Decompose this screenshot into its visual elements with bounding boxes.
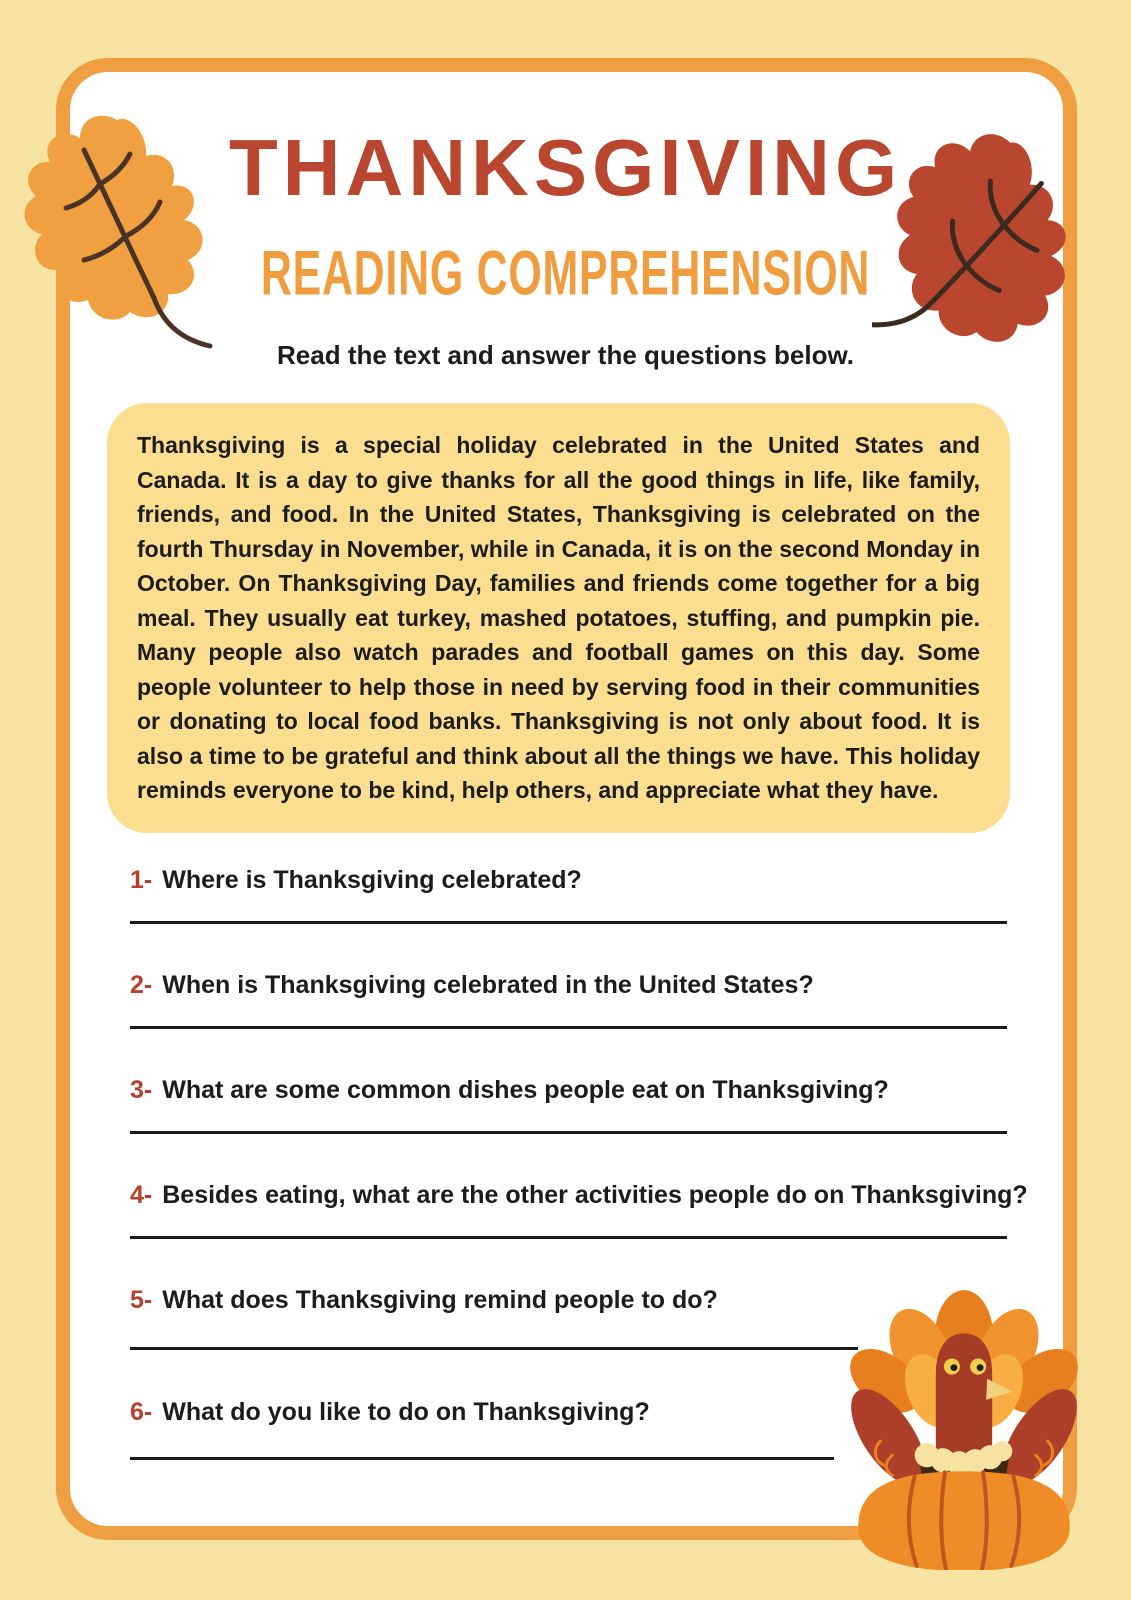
question-1-number: 1- bbox=[130, 866, 153, 894]
question-6-text: 6- What do you like to do on Thanksgiving? bbox=[130, 1398, 650, 1426]
question-2 bbox=[130, 971, 1007, 1076]
answer-line-5[interactable] bbox=[130, 1347, 858, 1350]
question-6-number: 6- bbox=[130, 1398, 153, 1426]
answer-line-4[interactable] bbox=[130, 1236, 1007, 1239]
question-4 bbox=[130, 1181, 1028, 1286]
answer-line-2[interactable] bbox=[130, 1026, 1007, 1029]
answer-line-6[interactable] bbox=[130, 1457, 834, 1460]
reading-passage: Thanksgiving is a special holiday celebrated in the United States and Canada. It is a day to give thanks for all the good things in life, like family, friends, and food. In the United States, Thanksgiving is celebrated on the fourth Thursday in November, while in Canada, it is on the second Monday in October. On Thanksgiving Day, families and friends come together for a big meal. They usually eat turkey, mashed potatoes, stuffing, and pumpkin pie. Many people also watch parades and football games on this day. Some people volunteer to help those in need by serving food in their communities or donating to local food banks. Thanksgiving is not only about food. It is also a time to be grateful and think about all the things we have. This holiday reminds everyone to be kind, help others, and appreciate what they have. bbox=[107, 403, 1010, 833]
instruction-text: Read the text and answer the questions below. bbox=[277, 340, 854, 370]
question-3-number: 3- bbox=[130, 1076, 153, 1104]
question-4-text: 4- Besides eating, what are the other activities people do on Thanksgiving? bbox=[130, 1181, 1028, 1209]
red-oak-leaf-icon bbox=[872, 133, 1092, 368]
page-subtitle: READING COMPREHENSION bbox=[260, 238, 871, 309]
page-title: THANKSGIVING bbox=[228, 123, 903, 212]
question-5-text: 5- What does Thanksgiving remind people to do? bbox=[130, 1286, 718, 1314]
question-1 bbox=[130, 866, 1007, 971]
question-2-text: 2- When is Thanksgiving celebrated in the United States? bbox=[130, 971, 814, 999]
turkey-in-pumpkin-icon bbox=[838, 1278, 1090, 1570]
question-2-number: 2- bbox=[130, 971, 153, 999]
question-1-text: 1- Where is Thanksgiving celebrated? bbox=[130, 866, 582, 894]
orange-oak-leaf-icon bbox=[22, 112, 237, 352]
question-3-text: 3- What are some common dishes people eat on Thanksgiving? bbox=[130, 1076, 889, 1104]
answer-line-1[interactable] bbox=[130, 921, 1007, 924]
question-4-number: 4- bbox=[130, 1181, 153, 1209]
answer-line-3[interactable] bbox=[130, 1131, 1007, 1134]
question-5-number: 5- bbox=[130, 1286, 153, 1314]
question-3 bbox=[130, 1076, 1007, 1181]
